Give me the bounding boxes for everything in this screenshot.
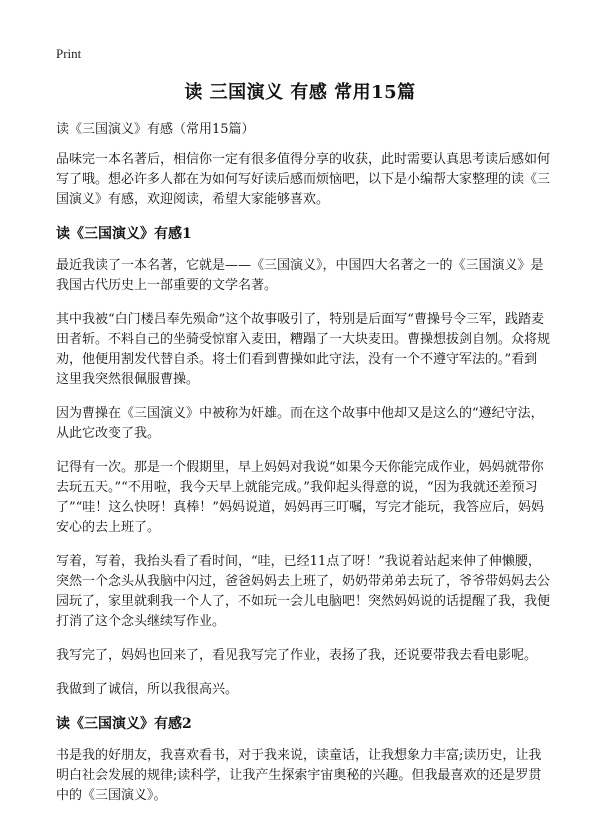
section1-paragraph-5: 写着，写着，我抬头看了看时间，“哇，已经11点了呀！”我说着站起来伸了伸懒腰，突然一个念头从我脑中闪过，爸爸妈妈去上班了，奶奶带弟弟去玩了，爷爷带妈妈去公园玩了，家里就剩我一个人了，不如玩一会儿电脑吧！突然妈妈说的话提醒了我，我便打消了这个念头继续写作业。 <box>56 554 551 629</box>
article-body <box>56 120 550 820</box>
section1-paragraph-3: 因为曹操在《三国演义》中被称为奸雄。而在这个故事中他却又是这么的“遵纪守法，从此它改变了我。 <box>56 406 544 441</box>
section1-paragraph-4: 记得有一次。那是一个假期里，早上妈妈对我说“如果今天你能完成作业，妈妈就带你去玩五天。”“不用啦，我今天早上就能完成。”我仰起头得意的说，“因为我就还差预习了”“哇！这么快呀！真棒！”妈妈说道，妈妈再三叮嘱，写完才能玩，我答应后，妈妈安心的去上班了。 <box>56 460 544 535</box>
section1-paragraph-2: 其中我被“白门楼吕奉先殒命”这个故事吸引了，特别是后面写“曹操号令三军，践踏麦田者斩。不料自己的坐骑受惊窜入麦田，糟蹋了一大块麦田。曹操想拔剑自刎。众将规劝，他便用割发代替自杀。将士们看到曹操如此守法，没有一个不遵守军法的。”看到这里我突然很佩服曹操。 <box>56 312 551 387</box>
intro-paragraph: 品味完一本名著后，相信你一定有很多值得分享的收获，此时需要认真思考读后感如何写了哦。想必许多人都在为如何写好读后感而烦恼吧，以下是小编帮大家整理的读《三国演义》有感，欢迎阅读，希望大家能够喜欢。 <box>56 152 551 207</box>
section2-paragraph-1: 书是我的好朋友，我喜欢看书，对于我来说，读童话，让我想象力丰富;读历史，让我明白社会发展的规律;读科学，让我产生探索宇宙奥秘的兴趣。但我最喜欢的还是罗贯中的《三国演义》。 <box>56 748 542 803</box>
section1-paragraph-7: 我做到了诚信，所以我很高兴。 <box>56 682 239 697</box>
section1-paragraph-6: 我写完了，妈妈也回来了，看见我写完了作业，表扬了我，还说要带我去看电影呢。 <box>56 648 538 663</box>
print-label: Print <box>56 46 82 61</box>
section-heading-2: 读《三国演义》有感2 <box>56 716 192 732</box>
article-subtitle: 读《三国演义》有感（常用15篇） <box>56 122 255 137</box>
section-heading-1: 读《三国演义》有感1 <box>56 226 192 242</box>
section1-paragraph-1: 最近我读了一本名著，它就是——《三国演义》，中国四大名著之一的《三国演义》是我国古代历史上一部重要的文学名著。 <box>56 258 544 293</box>
page-title: 读 三国演义 有感 常用15篇 <box>184 82 416 103</box>
